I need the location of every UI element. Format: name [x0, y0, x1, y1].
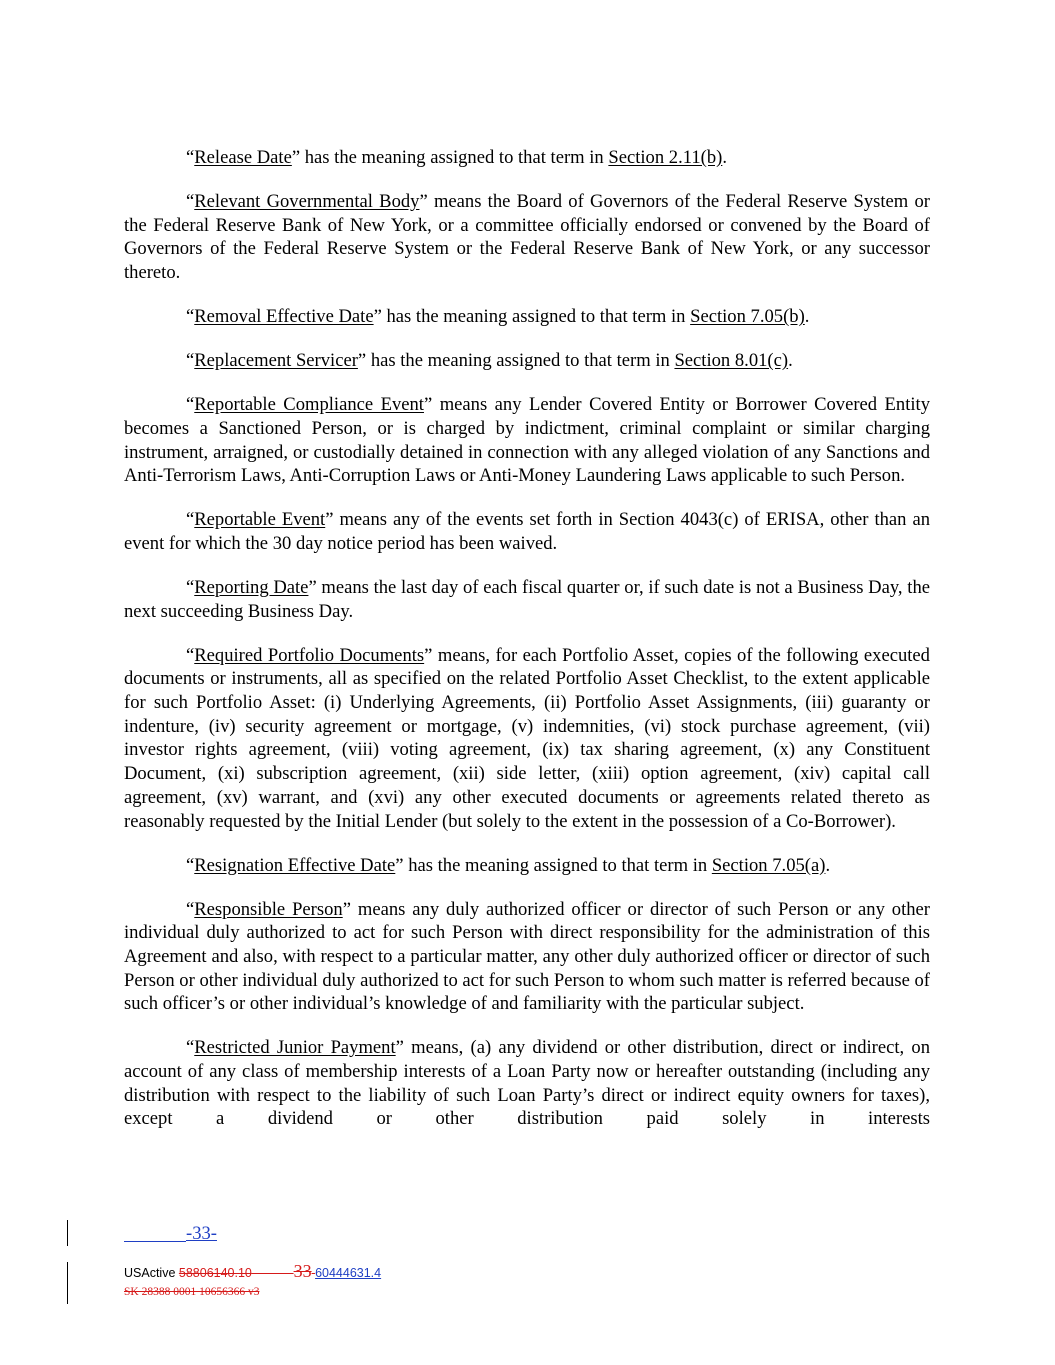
section-reference: Section 8.01(c): [674, 350, 789, 372]
defined-term: Removal Effective Date: [194, 306, 374, 328]
page-number: -33-: [124, 1222, 220, 1246]
defined-term: Reportable Compliance Event: [194, 394, 424, 416]
defined-term: Reportable Event: [194, 509, 326, 531]
section-reference: Section 2.11(b): [608, 147, 723, 168]
definition-reportable-event: “Reportable Event” means any of the events set forth in Section 4043(c) of ERISA, other than an event for which the 30 day notice period has been waived.: [124, 509, 931, 554]
change-bar: [67, 1262, 68, 1304]
section-reference: Section 7.05(b): [690, 306, 805, 328]
defined-term: Relevant Governmental Body: [194, 191, 420, 212]
definition-reporting-date: “Reporting Date” means the last day of each fiscal quarter or, if such date is not a Business Day, the next succeeding Business Day.: [124, 576, 930, 622]
definition-text: ” means, for each Portfolio Asset, copies of the following executed documents or instruments, all as specified on the related Portfolio Asset Checklist, to the extent applicable for such Portfolio Asset: (i) Underlying Agreements, (ii) Portfolio Asset Assignments, (iii) guaranty or indenture, (iv) security agreement or mortgage, (v) indemnities, (vi) stock purchase agreement, (vii) investor rights agreement, (viii) voting agreement, (ix) tax sharing agreement, (x) any Constituent Document, (xi) subscription agreement, (xii) side letter, (xiii) option agreement, (xiv) capital call agreement, (xv) warrant, and (xvi) any other executed documents or agreements related thereto as reasonably requested by the Initial Lender (but solely to the extent in the possession of a Co-Borrower).: [124, 644, 930, 832]
definition-relevant-governmental-body: “Relevant Governmental Body” means the Board of Governors of the Federal Reserve System or the Federal Reserve Bank of New York, or a committee officially endorsed or convened by the Board of Governors of the Federal Reserve System or the Federal Reserve Bank of New York, or any successor thereto.: [124, 191, 930, 284]
document-footer: [124, 1262, 381, 1282]
deleted-footer-line: SK 28388 0001 10656366 v3: [124, 1286, 260, 1298]
defined-term: Reporting Date: [194, 576, 309, 598]
deleted-doc-id: 58806140.10: [178, 1266, 252, 1280]
definition-required-portfolio-documents: “Required Portfolio Documents” means, for each Portfolio Asset, copies of the following executed documents or instruments, all as specified on the related Portfolio Asset Checklist, to the extent applicable for such Portfolio Asset: (i) Underlying Agreements, (ii) Portfolio Asset Assignments, (iii) guaranty or indenture, (iv) security agreement or mortgage, (v) indemnities, (vi) stock purchase agreement, (vii) investor rights agreement, (viii) voting agreement, (ix) tax sharing agreement, (x) any Constituent Document, (xi) subscription agreement, (xii) side letter, (xiii) option agreement, (xiv) capital call agreement, (xv) warrant, and (xvi) any other executed documents or agreements related thereto as reasonably requested by the Initial Lender (but solely to the extent in the possession of a Co-Borrower).: [124, 644, 930, 832]
definition-reportable-compliance-event: “Reportable Compliance Event” means any Lender Covered Entity or Borrower Covered Entity becomes a Sanctioned Person, or is charged by indictment, criminal complaint or similar charging instrument, arraigned, or custodially detained in connection with any alleged violation of any Sanctions and Anti-Terrorism Laws, Anti-Corruption Laws or Anti-Money Laundering Laws applicable to such Person.: [124, 394, 930, 487]
definition-replacement-servicer: “Replacement Servicer” has the meaning assigned to that term in Section 8.01(c).: [186, 350, 793, 372]
definition-resignation-effective-date: “Resignation Effective Date” has the meaning assigned to that term in Section 7.05(a).: [186, 854, 831, 876]
defined-term: Replacement Servicer: [194, 350, 358, 372]
defined-term: Release Date: [194, 147, 292, 168]
inserted-leader-line: [124, 1241, 186, 1242]
definition-responsible-person: “Responsible Person” means any duly authorized officer or director of such Person or any other individual duly authorized to act for such Person with direct responsibility for the administration of this Agreement and also, with respect to a particular matter, any other duly authorized officer or director of such Person or other individual duly authorized to act for such Person to whom such matter is referred because of such officer’s or other individual’s knowledge of and familiarity with the particular subject.: [124, 898, 930, 1015]
footer-label: USActive: [124, 1266, 179, 1280]
definition-release-date: “Release Date” has the meaning assigned to that term in Section 2.11(b).: [186, 147, 727, 168]
defined-term: Restricted Junior Payment: [194, 1037, 396, 1059]
definition-text: ” means any duly authorized officer or director of such Person or any other individual duly authorized to act for such Person with direct responsibility for the administration of this Agreement and also, with respect to a particular matter, any other duly authorized officer or director of such Person or other individual duly authorized to act for such Person to whom such matter is referred because of such officer’s or other individual’s knowledge of and familiarity with the particular subject.: [124, 898, 930, 1015]
definition-text: ” means any of the events set forth in Section 4043(c) of ERISA, other than an event for which the 30 day notice period has been waived.: [124, 509, 931, 554]
defined-term: Responsible Person: [194, 898, 343, 920]
defined-term: Resignation Effective Date: [194, 854, 396, 876]
definition-removal-effective-date: “Removal Effective Date” has the meaning assigned to that term in Section 7.05(b).: [186, 306, 810, 328]
defined-term: Required Portfolio Documents: [194, 644, 425, 666]
deleted-page-number: 33: [293, 1261, 312, 1281]
definition-restricted-junior-payment: “Restricted Junior Payment” means, (a) any dividend or other distribution, direct or indirect, on account of any class of membership interests of a Loan Party now or hereafter outstanding (including any distribution with respect to the liability of such Loan Party’s direct or indirect equity owners for taxes), except a dividend or other distribution paid solely in interests: [124, 1037, 930, 1130]
inserted-doc-id: 60444631.4: [315, 1266, 382, 1280]
definition-text: ” means the Board of Governors of the Federal Reserve System or the Federal Reserve Bank of New York, or a committee officially endorsed or convened by the Board of Governors of the Federal Reserve System or the Federal Reserve Bank of New York, or any successor thereto.: [124, 191, 930, 284]
definition-text: ” means the last day of each fiscal quarter or, if such date is not a Business Day, the next succeeding Business Day.: [124, 576, 930, 622]
definition-text: ” means any Lender Covered Entity or Borrower Covered Entity becomes a Sanctioned Person, or is charged by indictment, criminal complaint or similar charging instrument, arraigned, or custodially detained in connection with any alleged violation of any Sanctions and Anti-Terrorism Laws, Anti-Corruption Laws or Anti-Money Laundering Laws applicable to such Person.: [124, 394, 930, 487]
definition-text: ” means, (a) any dividend or other distribution, direct or indirect, on account of any class of membership interests of a Loan Party now or hereafter outstanding (including any distribution with respect to the liability of such Loan Party’s direct or indirect equity owners for taxes), except a dividend or other distribution paid solely in interests: [124, 1037, 930, 1130]
change-bar: [67, 1220, 68, 1246]
section-reference: Section 7.05(a): [711, 854, 826, 876]
definitions-body: [124, 146, 930, 1151]
